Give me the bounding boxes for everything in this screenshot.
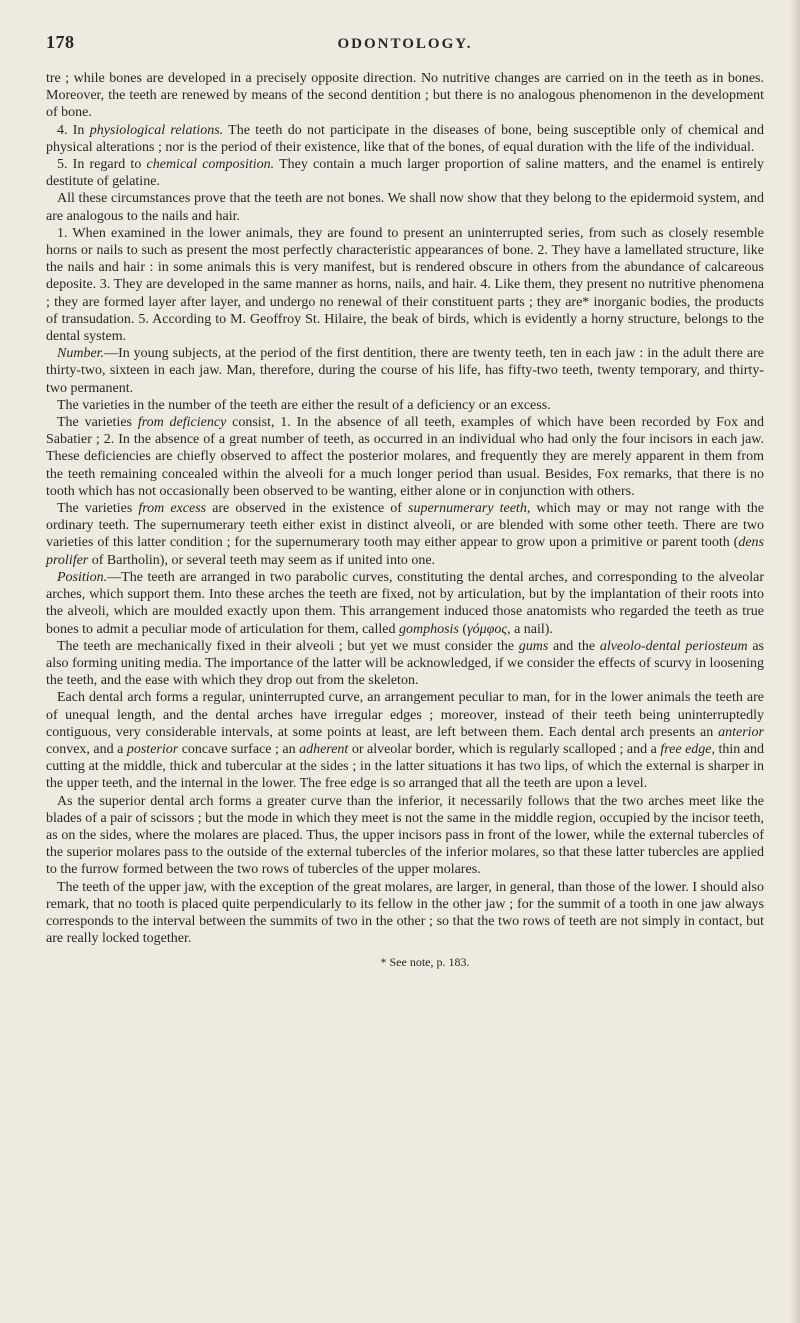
paragraph	[46, 638, 764, 690]
paragraph	[46, 569, 764, 638]
paragraph	[46, 879, 764, 948]
text-run: (	[458, 621, 468, 637]
italic-text: gums	[518, 638, 549, 654]
paragraph	[46, 225, 764, 345]
text-run: convex, and a	[46, 741, 127, 757]
paragraph	[46, 793, 764, 879]
italic-text: anterior	[718, 724, 764, 740]
paragraph	[46, 689, 764, 792]
text-run: The varieties	[57, 501, 139, 517]
italic-text: from deficiency	[137, 415, 227, 431]
text-run: of Bartholin), or several teeth may seem as if united into one.	[88, 552, 436, 568]
italic-text: posterior	[126, 741, 179, 757]
text-run: thin and cutting at the middle, thick and tubercular at the sides ; in the latter situations it has two lips, of which the external is sharper in the upper teeth, and the internal in the lower. The free edge is so arranged that all the teeth are upon a level.	[46, 741, 765, 792]
italic-text: gomphosis	[399, 621, 459, 637]
text-run: 1. When examined in the lower animals, they are found to present an uninterrupted series, from such as closely resemble horns or nails to such as present the most perfectly characteristic appearances of bone. 2. They have a lamellated structure, like the nails and hair : in some animals this is very manifest, but is rendered obscure in others from the abundance of calcareous deposite. 3. They are developed in the same manner as horns, nails, and hair. 4. Like them, they present no nutritive phenomena ; they are formed layer after layer, and undergo no renewal of their constituent parts ; they are* inorganic bodies, the products of transudation. 5. According to M. Geoffroy St. Hilaire, the beak of birds, which is evidently a horny structure, belongs to the dental system.	[46, 225, 764, 345]
text-run: as also forming uniting media. The importance of the latter will be acknowledged, if we consider the effects of scurvy in loosening the teeth, and the ease with which they drop out from the skeleton.	[46, 638, 764, 689]
text-run: 5. In regard to	[57, 157, 147, 173]
text-run: As the superior dental arch forms a greater curve than the inferior, it necessarily follows that the two arches meet like the blades of a pair of scissors ; but the mode in which they meet is not the same in the middle region, occupied by the incisor teeth, as on the sides, where the molares are placed. Thus, the upper incisors pass in front of the lower, while the external tubercles of the superior molares pass to the outside of the external tubercles of the inferior molares, so that these latter tubercles are applied to the furrow formed between the two rows of tubercles of the upper molares.	[46, 793, 764, 878]
text-run: , a nail).	[507, 621, 553, 637]
running-head	[46, 32, 764, 58]
text-run: —In young subjects, at the period of the first dentition, there are twenty teeth, ten in each jaw : in the adult there are thirty-two, sixteen in each jaw. Man, therefore, during the course of his life, has fifty-two teeth, twenty temporary, and thirty-two permanent.	[46, 346, 764, 396]
paragraph	[46, 122, 764, 156]
italic-text: adherent	[299, 741, 349, 757]
body-text	[46, 70, 764, 947]
italic-text: free edge,	[660, 741, 716, 757]
italic-text: Number.	[57, 346, 105, 362]
paragraph	[46, 397, 764, 414]
page-edge-shadow	[790, 0, 800, 1323]
italic-text: physiological relations.	[89, 122, 224, 138]
paragraph	[46, 70, 764, 122]
text-run: —The teeth are arranged in two parabolic curves, constituting the dental arches, and corresponding to the alveolar arches, which support them. Into these arches the teeth are fixed, not by articulation, but by the implantation of their roots into the alveoli, which are moulded exactly upon them. This arrangement induced those anatomists who regarded the teeth as true bones to admit a peculiar mode of articulation for them, called	[46, 569, 764, 637]
italic-text: supernumerary teeth,	[408, 501, 531, 517]
italic-text: from excess	[138, 501, 207, 517]
italic-text: Position.	[57, 569, 108, 585]
text-run: The teeth of the upper jaw, with the exception of the great molares, are larger, in general, than those of the lower. I should also remark, that no tooth is placed quite perpendicularly to its fellow in the other jaw ; for the summit of a tooth in one jaw always corresponds to the interval between the summits of two in the other ; so that the two rows of teeth are not simply in contact, but are really locked together.	[46, 879, 764, 947]
paragraph	[46, 190, 764, 224]
text-run: concave surface ; an	[178, 741, 300, 757]
footnote: * See note, p. 183.	[380, 955, 470, 970]
paragraph	[46, 345, 764, 397]
text-run: consist, 1. In the absence of all teeth, examples of which have been recorded by Fox and Sabatier ; 2. In the absence of a great number of teeth, as occurred in an individual who had only the four incisors in each jaw. These deficiencies are chiefly observed to affect the posterior molares, and frequently they are merely apparent in them from the teeth remaining concealed within the alveoli for a much longer period than usual. Besides, Fox remarks, that there is no tooth which has not occasionally been observed to be wanting, either alone or in conjunction with others.	[46, 415, 764, 499]
italic-text: γόμφος	[467, 621, 508, 637]
paragraph	[46, 414, 764, 500]
text-run: The teeth are mechanically fixed in their alveoli ; but yet we must consider the	[57, 638, 519, 654]
running-title: ODONTOLOGY.	[337, 36, 473, 52]
text-run: All these circumstances prove that the teeth are not bones. We shall now show that they belong to the epidermoid system, and are analogous to the nails and hair.	[46, 191, 764, 224]
italic-text: alveolo-dental periosteum	[599, 638, 748, 654]
paragraph	[46, 156, 764, 190]
text-run: which may or may not range with the ordinary teeth. The supernumerary teeth either exist in distinct alveoli, or are blended with some other teeth. There are two varieties of this latter condition ; for the supernumerary tooth may either appear to grow upon a primitive or parent tooth (	[46, 501, 764, 551]
text-run: The varieties	[57, 415, 138, 431]
text-run: They contain a much larger proportion of saline matters, and the enamel is entirely destitute of gelatine.	[46, 157, 765, 190]
italic-text: chemical composition.	[146, 157, 275, 173]
text-run: and the	[548, 638, 600, 654]
text-run: 4. In	[57, 122, 90, 138]
text-run: tre ; while bones are developed in a precisely opposite direction. No nutritive changes are carried on in the teeth as in bones. Moreover, the teeth are renewed by means of the second dentition ; but there is no analogous phenomenon in the development of bone.	[46, 71, 764, 121]
page-number: 178	[46, 32, 75, 52]
text-run: Each dental arch forms a regular, uninterrupted curve, an arrangement peculiar to man, for in the lower animals the teeth are of unequal length, and the dental arches have irregular edges ; moreover, instead of their teeth being uninterruptedly contiguous, very considerable intervals, at some points at least, are left between them. Each dental arch presents an	[46, 690, 764, 740]
text-run: The varieties in the number of the teeth are either the result of a deficiency or an excess.	[57, 397, 551, 413]
text-run: are observed in the existence of	[206, 501, 408, 517]
paragraph	[46, 500, 764, 569]
text-run: The teeth do not participate in the diseases of bone, being susceptible only of chemical and physical alterations ; nor is the period of their existence, like that of the bones, of equal duration with the life of the individual.	[46, 122, 764, 155]
text-run: or alveolar border, which is regularly scalloped ; and a	[348, 741, 661, 757]
italic-text: dens prolifer	[46, 535, 764, 568]
